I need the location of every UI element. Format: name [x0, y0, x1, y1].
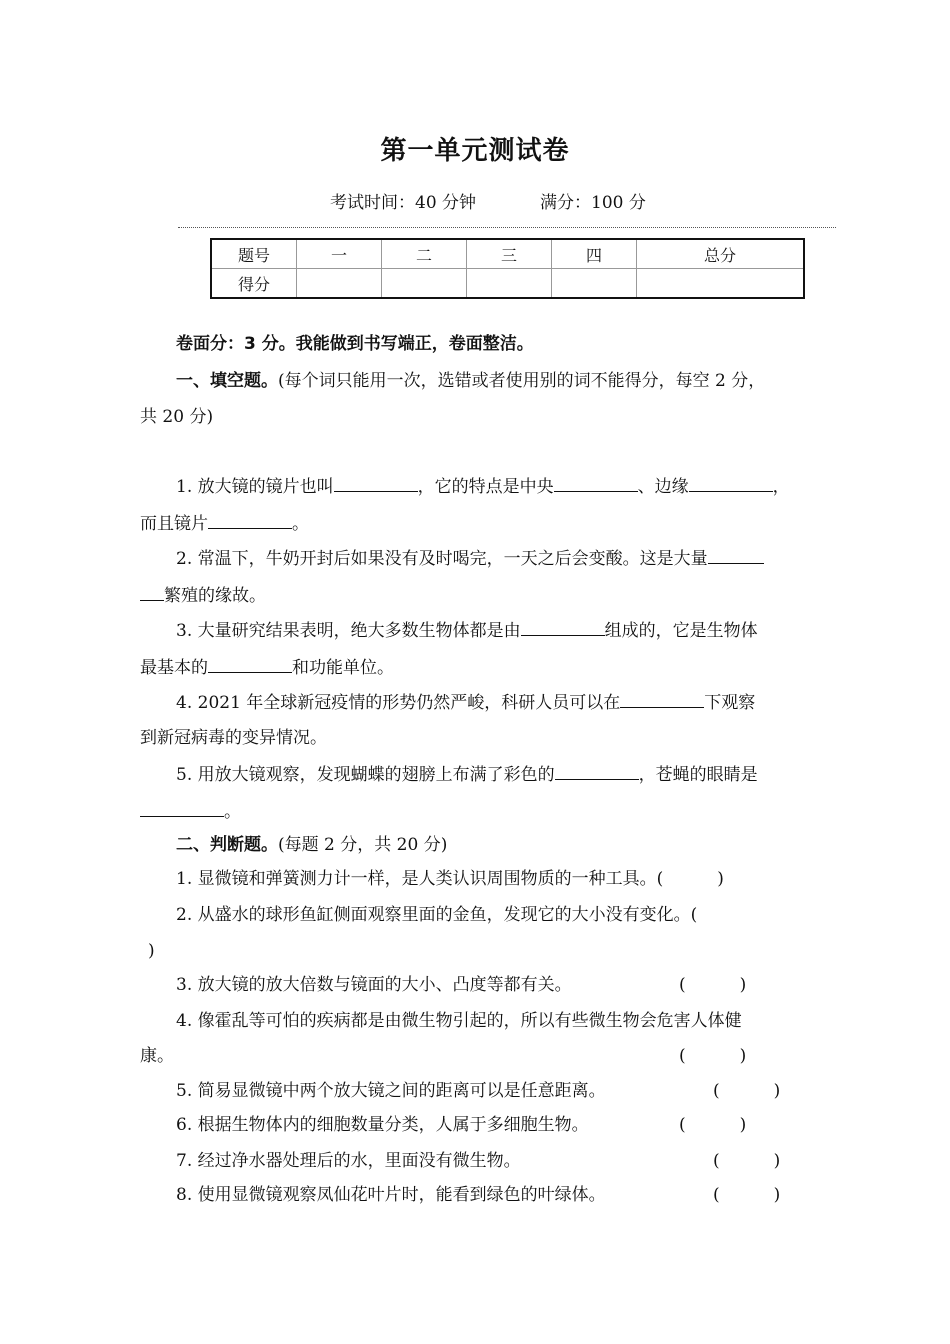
fill-question-3 [176, 618, 758, 642]
question-text: 。 [292, 514, 309, 534]
dotted-divider [178, 227, 836, 228]
answer-blank[interactable] [689, 474, 773, 492]
question-text: ，苍蝇的眼睛是 [638, 765, 758, 785]
exam-time: 考试时间：40 分钟 [330, 193, 477, 213]
question-text: 。 [224, 802, 241, 822]
question-text: 1. 放大镜的镜片也叫 [176, 477, 334, 497]
score-table-col: 二 [382, 239, 467, 269]
question-text: 繁殖的缘故。 [164, 586, 266, 606]
answer-paren[interactable]: ( ) [656, 869, 724, 889]
score-table-col: 一 [297, 239, 382, 269]
answer-blank[interactable] [334, 474, 418, 492]
question-text: 、边缘 [637, 477, 689, 497]
fill-question-2-cont [140, 583, 266, 607]
score-table-label: 得分 [211, 269, 297, 299]
fill-question-5 [176, 762, 758, 786]
question-text: 2. 常温下，牛奶开封后如果没有及时喝完，一天之后会变酸。这是大量 [176, 549, 708, 569]
judge-question-1 [176, 868, 724, 890]
judge-question-8: 8. 使用显微镜观察凤仙花叶片时，能看到绿色的叶绿体。 [176, 1185, 606, 1205]
fill-question-4 [176, 690, 755, 714]
question-text: 1. 显微镜和弹簧测力计一样，是人类认识周围物质的一种工具。 [176, 869, 657, 889]
answer-blank[interactable] [140, 583, 164, 601]
fill-question-1 [176, 474, 790, 498]
exam-meta [330, 188, 646, 213]
question-text: 2. 从盛水的球形鱼缸侧面观察里面的金鱼，发现它的大小没有变化。 [176, 905, 691, 925]
question-text: 4. 2021 年全球新冠疫情的形势仍然严峻，科研人员可以在 [176, 693, 621, 713]
answer-blank[interactable] [208, 655, 292, 673]
score-cell[interactable] [467, 269, 552, 299]
judge-question-4-cont: 康。 [140, 1046, 174, 1066]
answer-blank[interactable] [208, 511, 292, 529]
answer-paren-close[interactable]: ) [148, 941, 155, 961]
full-score: 满分：100 分 [540, 193, 646, 213]
score-table [210, 238, 805, 299]
answer-paren[interactable]: ( ) [713, 1151, 781, 1171]
answer-blank[interactable] [521, 618, 605, 636]
answer-blank[interactable] [140, 799, 224, 817]
page-title: 第一单元测试卷 [380, 136, 570, 166]
question-text: 5. 用放大镜观察，发现蝴蝶的翅膀上布满了彩色的 [176, 765, 555, 785]
answer-blank[interactable] [554, 474, 638, 492]
section1-instructions: (每个词只能用一次，选错或者使用别的词不能得分，每空 2 分， [278, 371, 766, 391]
score-table-score-row [211, 269, 804, 299]
answer-blank[interactable] [620, 690, 704, 708]
score-cell[interactable] [637, 269, 805, 299]
section1-instructions-cont: 共 20 分) [140, 407, 214, 427]
answer-paren[interactable]: ( ) [679, 975, 747, 995]
fill-question-5-cont [140, 799, 241, 823]
fill-question-1-cont [140, 511, 309, 535]
answer-blank[interactable] [708, 546, 764, 564]
judge-question-3: 3. 放大镜的放大倍数与镜面的大小、凸度等都有关。 [176, 975, 572, 995]
score-cell[interactable] [297, 269, 382, 299]
fill-question-2 [176, 546, 764, 570]
answer-paren[interactable]: ( ) [713, 1081, 781, 1101]
fill-question-3-cont [140, 655, 394, 679]
answer-paren[interactable]: ( ) [679, 1115, 747, 1135]
score-cell[interactable] [382, 269, 467, 299]
score-table-label: 题号 [211, 239, 297, 269]
judge-question-2 [176, 904, 697, 926]
question-text: 下观察 [704, 693, 756, 713]
judge-question-7: 7. 经过净水器处理后的水，里面没有微生物。 [176, 1151, 521, 1171]
score-cell[interactable] [552, 269, 637, 299]
judge-question-4: 4. 像霍乱等可怕的疾病都是由微生物引起的，所以有些微生物会危害人体健 [176, 1011, 742, 1031]
score-table-col: 三 [467, 239, 552, 269]
judge-question-6: 6. 根据生物体内的细胞数量分类，人属于多细胞生物。 [176, 1115, 589, 1135]
answer-blank[interactable] [555, 762, 639, 780]
question-text: 最基本的 [140, 658, 208, 678]
question-text: ， [772, 477, 790, 497]
score-table-col: 四 [552, 239, 637, 269]
section1-heading-line [176, 370, 765, 392]
answer-paren[interactable]: ( ) [679, 1046, 747, 1066]
question-text: ，它的特点是中央 [417, 477, 554, 497]
section2-heading: 二、判断题。 [176, 835, 278, 855]
section2-instructions: (每题 2 分，共 20 分) [278, 835, 448, 855]
question-text: 组成的，它是生物体 [604, 621, 758, 641]
section2-heading-line [176, 834, 447, 856]
answer-paren-open[interactable]: ( [690, 905, 698, 925]
judge-question-5: 5. 简易显微镜中两个放大镜之间的距离可以是任意距离。 [176, 1081, 606, 1101]
question-text: 和功能单位。 [292, 658, 394, 678]
answer-paren[interactable]: ( ) [713, 1185, 781, 1205]
question-text: 3. 大量研究结果表明，绝大多数生物体都是由 [176, 621, 521, 641]
score-table-header-row [211, 239, 804, 269]
neatness-note: 卷面分：3 分。我能做到书写端正，卷面整洁。 [176, 334, 534, 354]
fill-question-4-cont: 到新冠病毒的变异情况。 [140, 728, 327, 748]
score-table-col: 总分 [637, 239, 805, 269]
question-text: 而且镜片 [140, 514, 208, 534]
section1-heading: 一、填空题。 [176, 371, 278, 391]
